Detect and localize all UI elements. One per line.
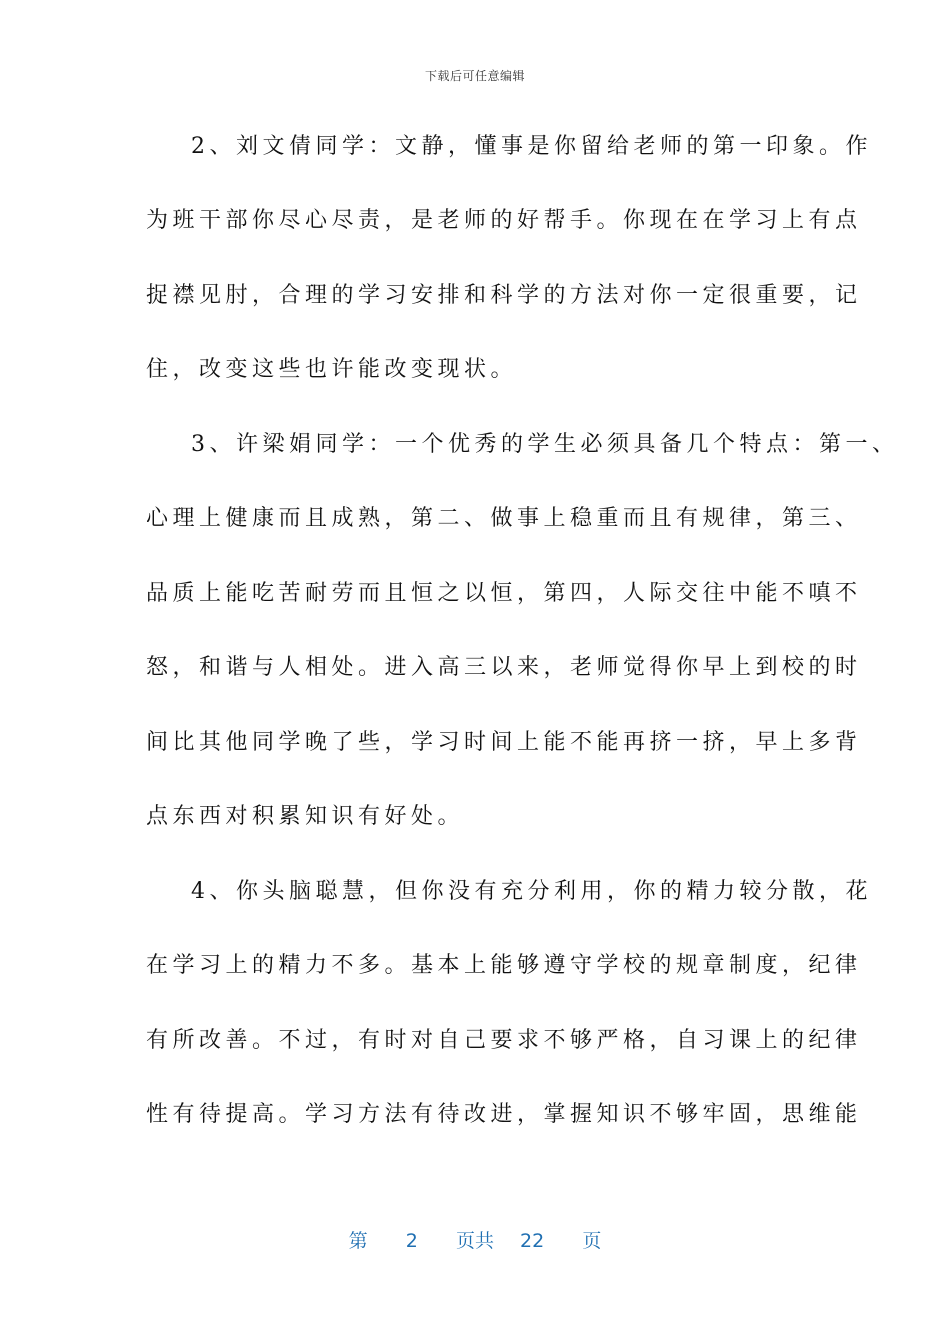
paragraph-3-line-2: 在学习上的精力不多。基本上能够遵守学校的规章制度，纪律	[146, 953, 862, 978]
total-page-count: 22	[520, 1230, 545, 1252]
paragraph-2-line-5: 间比其他同学晚了些，学习时间上能不能再挤一挤，早上多背	[146, 730, 862, 755]
current-page-number: 2	[405, 1230, 418, 1252]
page-middle: 页共	[455, 1230, 494, 1252]
paragraph-2-line-1: 3、许梁娟同学：一个优秀的学生必须具备几个特点：第一、	[191, 432, 899, 457]
paragraph-2-line-3: 品质上能吃苦耐劳而且恒之以恒，第四，人际交往中能不嗔不	[146, 581, 862, 606]
paragraph-3-line-1: 4、你头脑聪慧，但你没有充分利用，你的精力较分散，花	[191, 879, 872, 904]
paragraph-2-line-2: 心理上健康而且成熟，第二、做事上稳重而且有规律，第三、	[146, 506, 862, 531]
page-prefix: 第	[348, 1230, 368, 1252]
paragraph-1-line-1: 2、刘文倩同学：文静，懂事是你留给老师的第一印象。作	[191, 134, 872, 159]
paragraph-1-line-2: 为班干部你尽心尽责，是老师的好帮手。你现在在学习上有点	[146, 208, 862, 233]
header-note: 下载后可任意编辑	[424, 69, 525, 83]
paragraph-2-line-6: 点东西对积累知识有好处。	[146, 804, 465, 829]
paragraph-3-line-3: 有所改善。不过，有时对自己要求不够严格，自习课上的纪律	[146, 1028, 862, 1053]
paragraph-3-line-4: 性有待提高。学习方法有待改进，掌握知识不够牢固，思维能	[146, 1102, 862, 1127]
paragraph-1-line-4: 住，改变这些也许能改变现状。	[146, 357, 518, 382]
page-indicator	[0, 1226, 950, 1253]
paragraph-2-line-4: 怒，和谐与人相处。进入高三以来，老师觉得你早上到校的时	[146, 655, 862, 680]
paragraph-1-line-3: 捉襟见肘，合理的学习安排和科学的方法对你一定很重要，记	[146, 283, 862, 308]
page-suffix: 页	[582, 1230, 602, 1252]
